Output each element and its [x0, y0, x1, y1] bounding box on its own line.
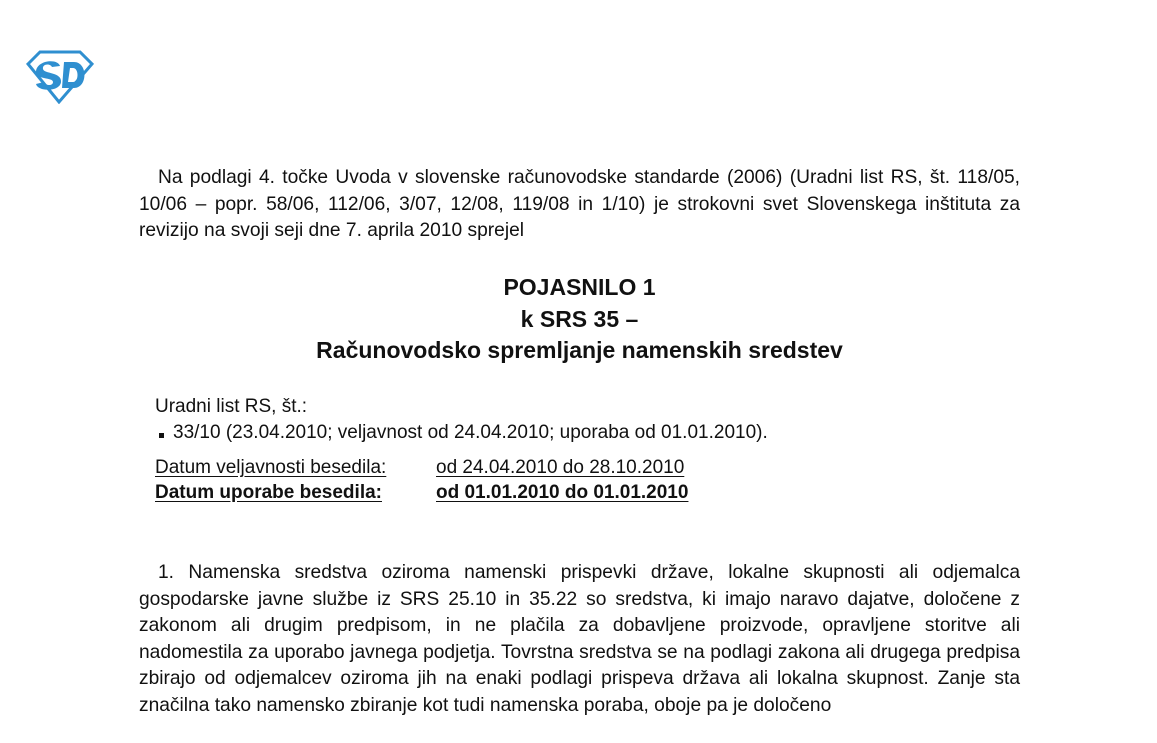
gazette-item-text: 33/10 (23.04.2010; veljavnost od 24.04.2010; uporaba od 01.01.2010). [173, 422, 768, 443]
document-title [139, 272, 1020, 367]
gazette-heading: Uradni list RS, št.: [155, 396, 308, 417]
title-line-2: k SRS 35 – [520, 305, 639, 332]
validity-dates [155, 455, 1015, 505]
paragraph-1: 1. Namenska sredstva oziroma namenski prispevki države, lokalne skupnosti ali odjemalca gospodarske javne službe iz SRS 25.10 in 35.22 so sredstva, ki imajo naravo dajatve, določene z zakonom ali drugim predpisom, in ne plačila za dobavljene proizvode, opravljene storitve ali nadomestila za uporabo javnega podjetja. Tovrstna sredstva se na podlagi zakona ali drugega predpisa zbirajo od odjemalcev oziroma jih na enaki podlagi prispeva država ali lokalna skupnost. Zanje sta značilna tako namensko zbiranje kot tudi namenska poraba, oboje pa je določeno [139, 562, 1020, 716]
use-value: od 01.01.2010 do 01.01.2010 [436, 482, 689, 503]
bullet-icon [159, 433, 164, 438]
sd-logo-icon [22, 50, 96, 104]
institute-logo [22, 50, 96, 104]
validity-value: od 24.04.2010 do 28.10.2010 [436, 457, 685, 478]
validity-row [155, 455, 1015, 480]
validity-label: Datum veljavnosti besedila: [155, 457, 387, 478]
title-line-1: POJASNILO 1 [503, 274, 656, 300]
gazette-reference [155, 394, 1015, 446]
intro-paragraph: Na podlagi 4. točke Uvoda v slovenske računovodske standarde (2006) (Uradni list RS, št. 118/05, 10/06 – popr. 58/06, 112/06, 3/07, 12/08, 119/08 in 1/10) je strokovni svet Slovenskega inštituta za revizijo na svoji seji dne 7. aprila 2010 sprejel [139, 167, 1020, 241]
use-row [155, 480, 1015, 505]
use-label: Datum uporabe besedila: [155, 482, 382, 503]
gazette-item [155, 420, 1015, 446]
title-line-3: Računovodsko spremljanje namenskih sredstev [316, 337, 843, 363]
